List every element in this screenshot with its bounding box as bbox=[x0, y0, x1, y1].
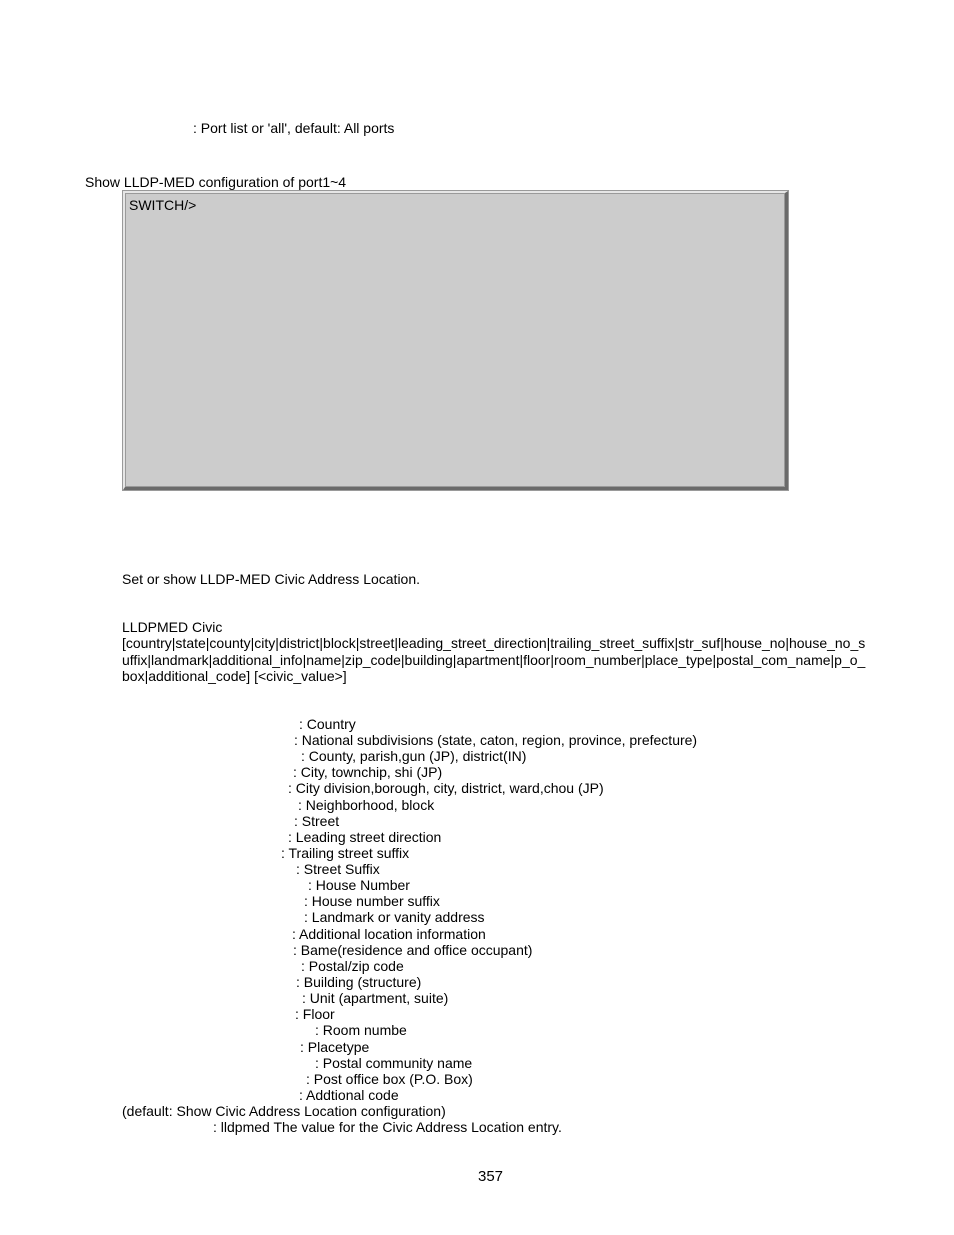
param-state: : National subdivisions (state, caton, region, province, prefecture) bbox=[294, 732, 698, 748]
param-country: : Country bbox=[299, 716, 356, 732]
command-description: Set or show LLDP-MED Civic Address Location. bbox=[122, 571, 421, 587]
command-syntax bbox=[122, 619, 882, 684]
syntax-line: uffix|landmark|additional_info|name|zip_code|building|apartment|floor|room_number|place_type|postal_com_name|p_o_ bbox=[122, 651, 866, 668]
syntax-line: [country|state|county|city|district|block|street|leading_street_direction|trailing_street_suffix|str_suf|house_no|house_no_s bbox=[122, 635, 866, 652]
page-number: 357 bbox=[478, 1168, 504, 1185]
syntax-line: box|additional_code] [<civic_value>] bbox=[122, 667, 347, 684]
example-caption: Show LLDP-MED configuration of port1~4 bbox=[85, 174, 347, 190]
param-place-type: : Placetype bbox=[300, 1039, 370, 1055]
param-county: : County, parish,gun (JP), district(IN) bbox=[301, 748, 527, 764]
param-str-suf: : Street Suffix bbox=[296, 861, 380, 877]
console-prompt: SWITCH/> bbox=[129, 197, 197, 213]
param-landmark: : Landmark or vanity address bbox=[304, 909, 485, 925]
param-zip-code: : Postal/zip code bbox=[301, 958, 404, 974]
param-street: : Street bbox=[294, 813, 340, 829]
param-leading-street-direction: : Leading street direction bbox=[288, 829, 442, 845]
param-room-number: : Room numbe bbox=[315, 1022, 407, 1038]
param-apartment: : Unit (apartment, suite) bbox=[302, 990, 449, 1006]
param-additional-info: : Additional location information bbox=[292, 926, 486, 942]
console-screenshot bbox=[123, 191, 788, 490]
console-inner-border bbox=[125, 193, 785, 487]
param-district: : City division,borough, city, district, ward,chou (JP) bbox=[288, 780, 604, 796]
param-floor: : Floor bbox=[295, 1006, 335, 1022]
port-param-description: : Port list or 'all', default: All ports bbox=[193, 120, 395, 136]
param-postal-com-name: : Postal community name bbox=[315, 1055, 473, 1071]
param-building: : Building (structure) bbox=[296, 974, 422, 990]
param-city: : City, townchip, shi (JP) bbox=[293, 764, 443, 780]
param-block: : Neighborhood, block bbox=[298, 797, 435, 813]
param-house-no-suffix: : House number suffix bbox=[304, 893, 440, 909]
syntax-line: LLDPMED Civic bbox=[122, 619, 223, 635]
param-house-no: : House Number bbox=[308, 877, 410, 893]
param-name: : Bame(residence and office occupant) bbox=[293, 942, 533, 958]
default-note: (default: Show Civic Address Location configuration) bbox=[122, 1103, 446, 1119]
param-trailing-street-suffix: : Trailing street suffix bbox=[281, 845, 410, 861]
civic-value-description: : lldpmed The value for the Civic Address Location entry. bbox=[213, 1119, 562, 1135]
param-po-box: : Post office box (P.O. Box) bbox=[306, 1071, 473, 1087]
param-additional-code: : Addtional code bbox=[299, 1087, 399, 1103]
